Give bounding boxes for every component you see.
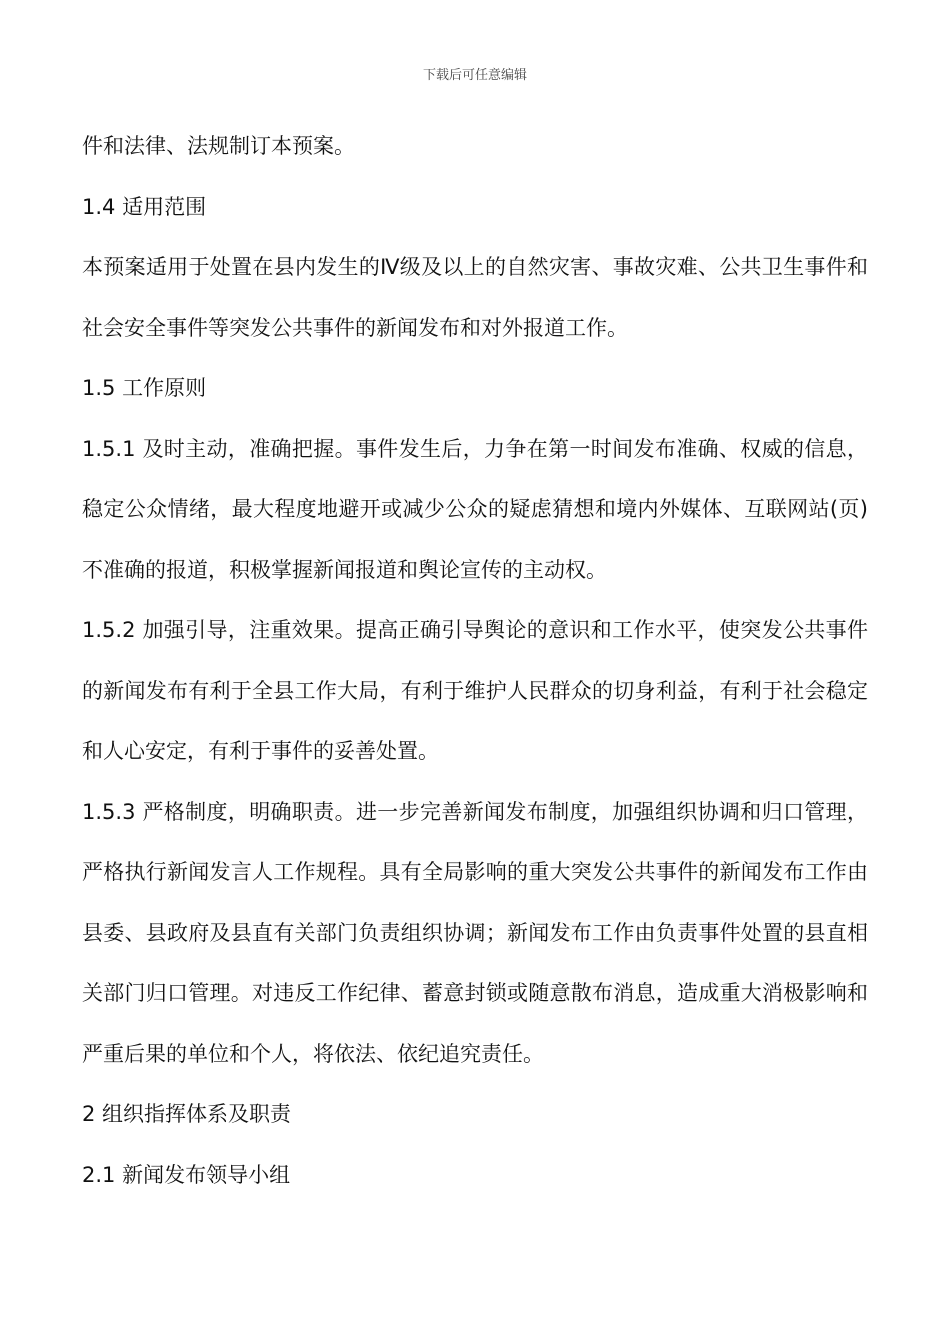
document-body [82, 116, 868, 1205]
paragraph-1-5-1: 1.5.1 及时主动，准确把握。事件发生后，力争在第一时间发布准确、权威的信息，稳定公众情绪，最大程度地避开或减少公众的疑虑猜想和境内外媒体、互联网站(页)不准确的报道，积极掌握新闻报道和舆论宣传的主动权。 [82, 436, 868, 582]
page-header: 下载后可任意编辑 [422, 68, 527, 83]
paragraph-scope: 本预案适用于处置在县内发生的Ⅳ级及以上的自然灾害、事故灾难、公共卫生事件和社会安全事件等突发公共事件的新闻发布和对外报道工作。 [82, 255, 868, 340]
section-heading-1-5: 1.5 工作原则 [82, 376, 207, 400]
section-heading-1-4: 1.4 适用范围 [82, 194, 207, 219]
section-heading-2-1: 2.1 新闻发布领导小组 [82, 1162, 291, 1187]
paragraph-intro-tail: 件和法律、法规制订本预案。 [82, 134, 355, 158]
paragraph-1-5-2: 1.5.2 加强引导，注重效果。提高正确引导舆论的意识和工作水平，使突发公共事件的新闻发布有利于全县工作大局，有利于维护人民群众的切身利益，有利于社会稳定和人心安定，有利于事件的妥善处置。 [82, 618, 868, 763]
paragraph-1-5-3: 1.5.3 严格制度，明确职责。进一步完善新闻发布制度，加强组织协调和归口管理，严格执行新闻发言人工作规程。具有全局影响的重大突发公共事件的新闻发布工作由县委、县政府及县直有关部门负责组织协调；新闻发布工作由负责事件处置的县直相关部门归口管理。对违反工作纪律、蓄意封锁或随意散布消息，造成重大消极影响和严重后果的单位和个人，将依法、依纪追究责任。 [82, 799, 868, 1066]
section-heading-2: 2 组织指挥体系及职责 [82, 1102, 292, 1126]
